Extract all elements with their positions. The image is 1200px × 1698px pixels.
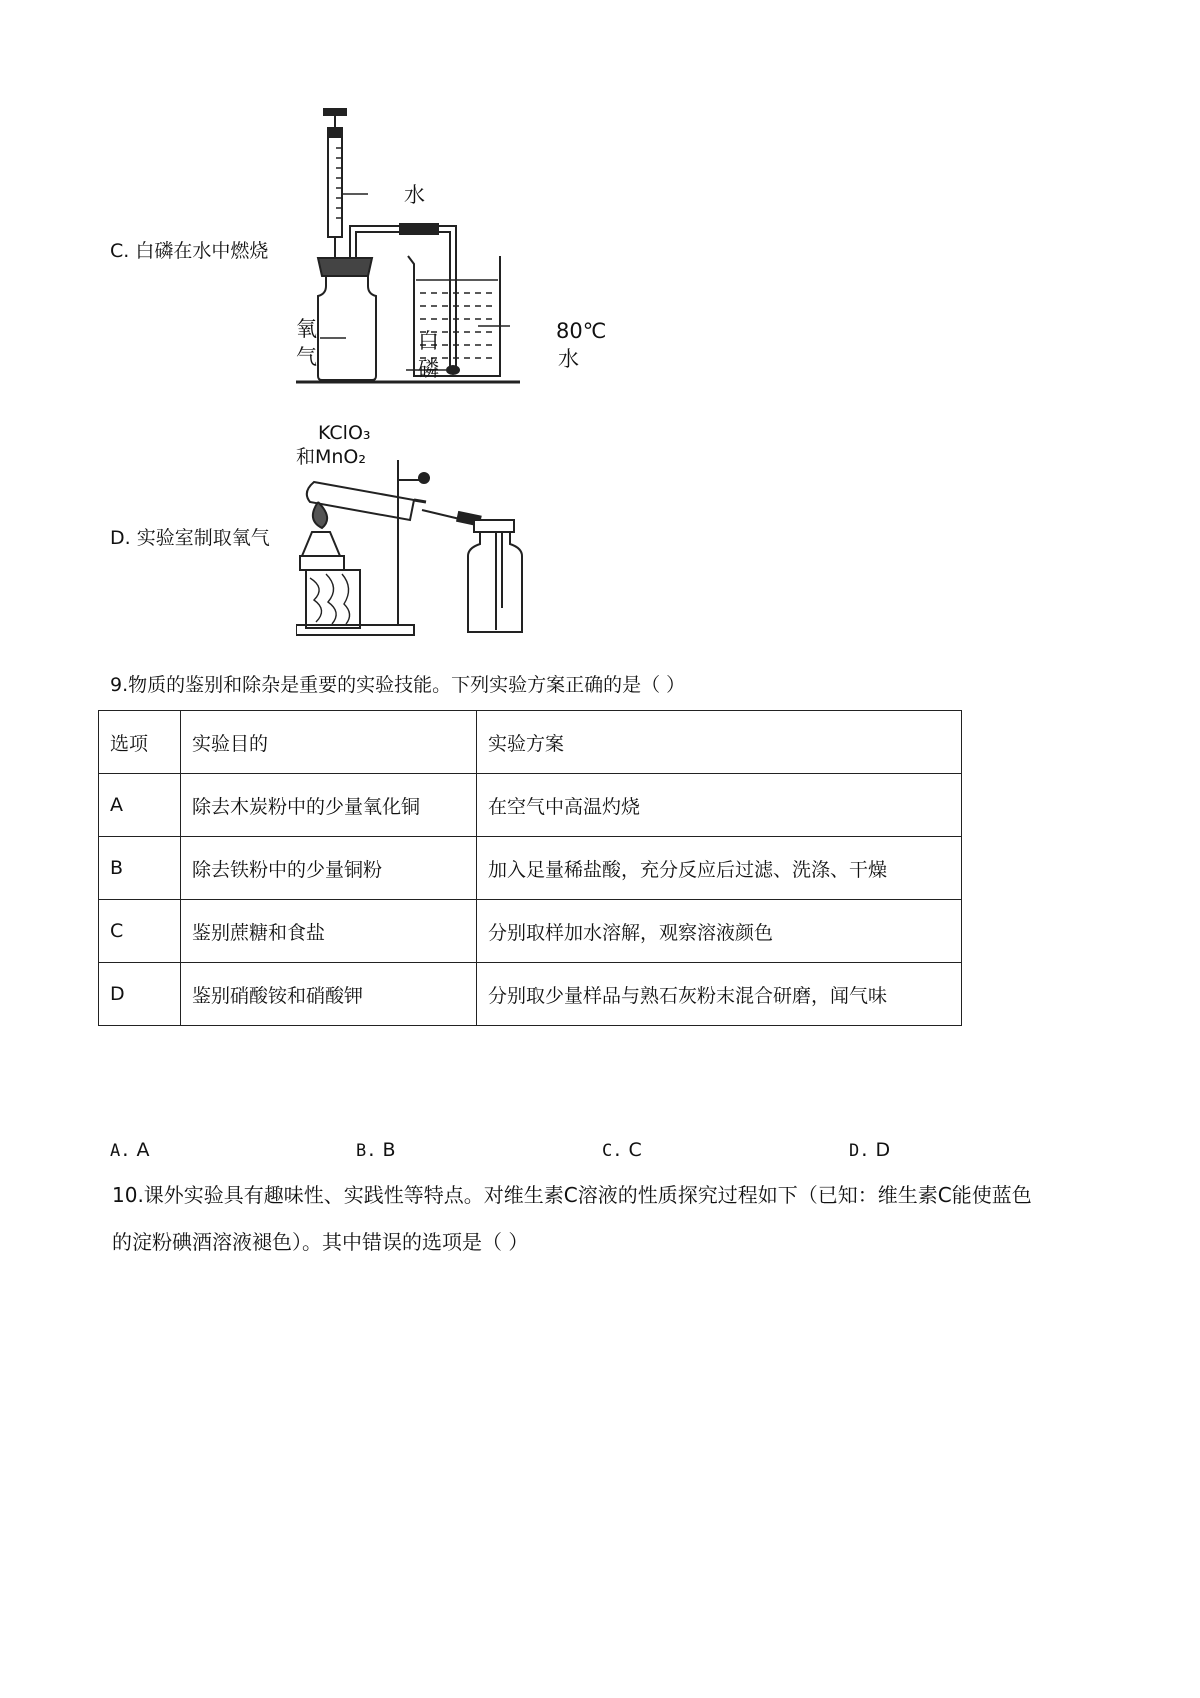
table-row bbox=[99, 963, 962, 1026]
table-cell: 鉴别硝酸铵和硝酸钾 bbox=[181, 963, 477, 1026]
table-cell: 除去铁粉中的少量铜粉 bbox=[181, 837, 477, 900]
option-c-label: C. 白磷在水中燃烧 bbox=[110, 240, 269, 262]
beaker-water-label: 水 bbox=[558, 347, 579, 371]
question9-table bbox=[98, 710, 962, 1026]
table-cell: D bbox=[99, 963, 181, 1026]
table-cell: B bbox=[99, 837, 181, 900]
table-cell: 分别取样加水溶解，观察溶液颜色 bbox=[477, 900, 962, 963]
water-label: 水 bbox=[404, 183, 425, 207]
answer-option-b[interactable] bbox=[356, 1137, 396, 1164]
option-value: D bbox=[875, 1139, 891, 1161]
phosphorus-label-1: 白 bbox=[418, 329, 439, 353]
question9-stem: 9.物质的鉴别和除杂是重要的实验技能。下列实验方案正确的是（ ） bbox=[110, 674, 686, 696]
answer-option-a[interactable] bbox=[110, 1137, 150, 1164]
table-cell: 鉴别蔗糖和食盐 bbox=[181, 900, 477, 963]
table-header-cell: 实验目的 bbox=[181, 711, 477, 774]
table-header-cell: 选项 bbox=[99, 711, 181, 774]
option-value: B bbox=[382, 1139, 396, 1161]
table-cell: A bbox=[99, 774, 181, 837]
table-cell: 分别取少量样品与熟石灰粉末混合研磨，闻气味 bbox=[477, 963, 962, 1026]
option-key: B. bbox=[356, 1141, 377, 1161]
table-header-row bbox=[99, 711, 962, 774]
temperature-label: 80℃ bbox=[556, 319, 607, 343]
question10-line2: 的淀粉碘酒溶液褪色）。其中错误的选项是（ ） bbox=[112, 1230, 529, 1254]
table-row bbox=[99, 900, 962, 963]
option-key: D. bbox=[849, 1141, 870, 1161]
table-cell: C bbox=[99, 900, 181, 963]
table-cell: 加入足量稀盐酸，充分反应后过滤、洗涤、干燥 bbox=[477, 837, 962, 900]
phosphorus-combustion-apparatus bbox=[288, 108, 628, 386]
reagent-label-2: 和MnO₂ bbox=[296, 446, 367, 468]
reagent-label-1: KClO₃ bbox=[318, 422, 371, 444]
oxygen-label-1: 氧 bbox=[296, 317, 317, 341]
option-value: A bbox=[136, 1139, 150, 1161]
question10-line1: 10.课外实验具有趣味性、实践性等特点。对维生素C溶液的性质探究过程如下（已知：维生素C能使蓝色 bbox=[112, 1183, 1032, 1207]
answer-option-c[interactable] bbox=[602, 1137, 642, 1164]
table-header-cell: 实验方案 bbox=[477, 711, 962, 774]
option-key: C. bbox=[602, 1141, 623, 1161]
table-row bbox=[99, 837, 962, 900]
option-value: C bbox=[628, 1139, 642, 1161]
phosphorus-label-2: 磷 bbox=[418, 357, 439, 381]
option-d-label: D. 实验室制取氧气 bbox=[110, 527, 270, 549]
oxygen-preparation-apparatus bbox=[296, 460, 596, 640]
table-cell: 除去木炭粉中的少量氧化铜 bbox=[181, 774, 477, 837]
answer-option-d[interactable] bbox=[849, 1137, 890, 1164]
table-row bbox=[99, 774, 962, 837]
option-key: A. bbox=[110, 1141, 131, 1161]
table-cell: 在空气中高温灼烧 bbox=[477, 774, 962, 837]
oxygen-label-2: 气 bbox=[296, 345, 317, 369]
